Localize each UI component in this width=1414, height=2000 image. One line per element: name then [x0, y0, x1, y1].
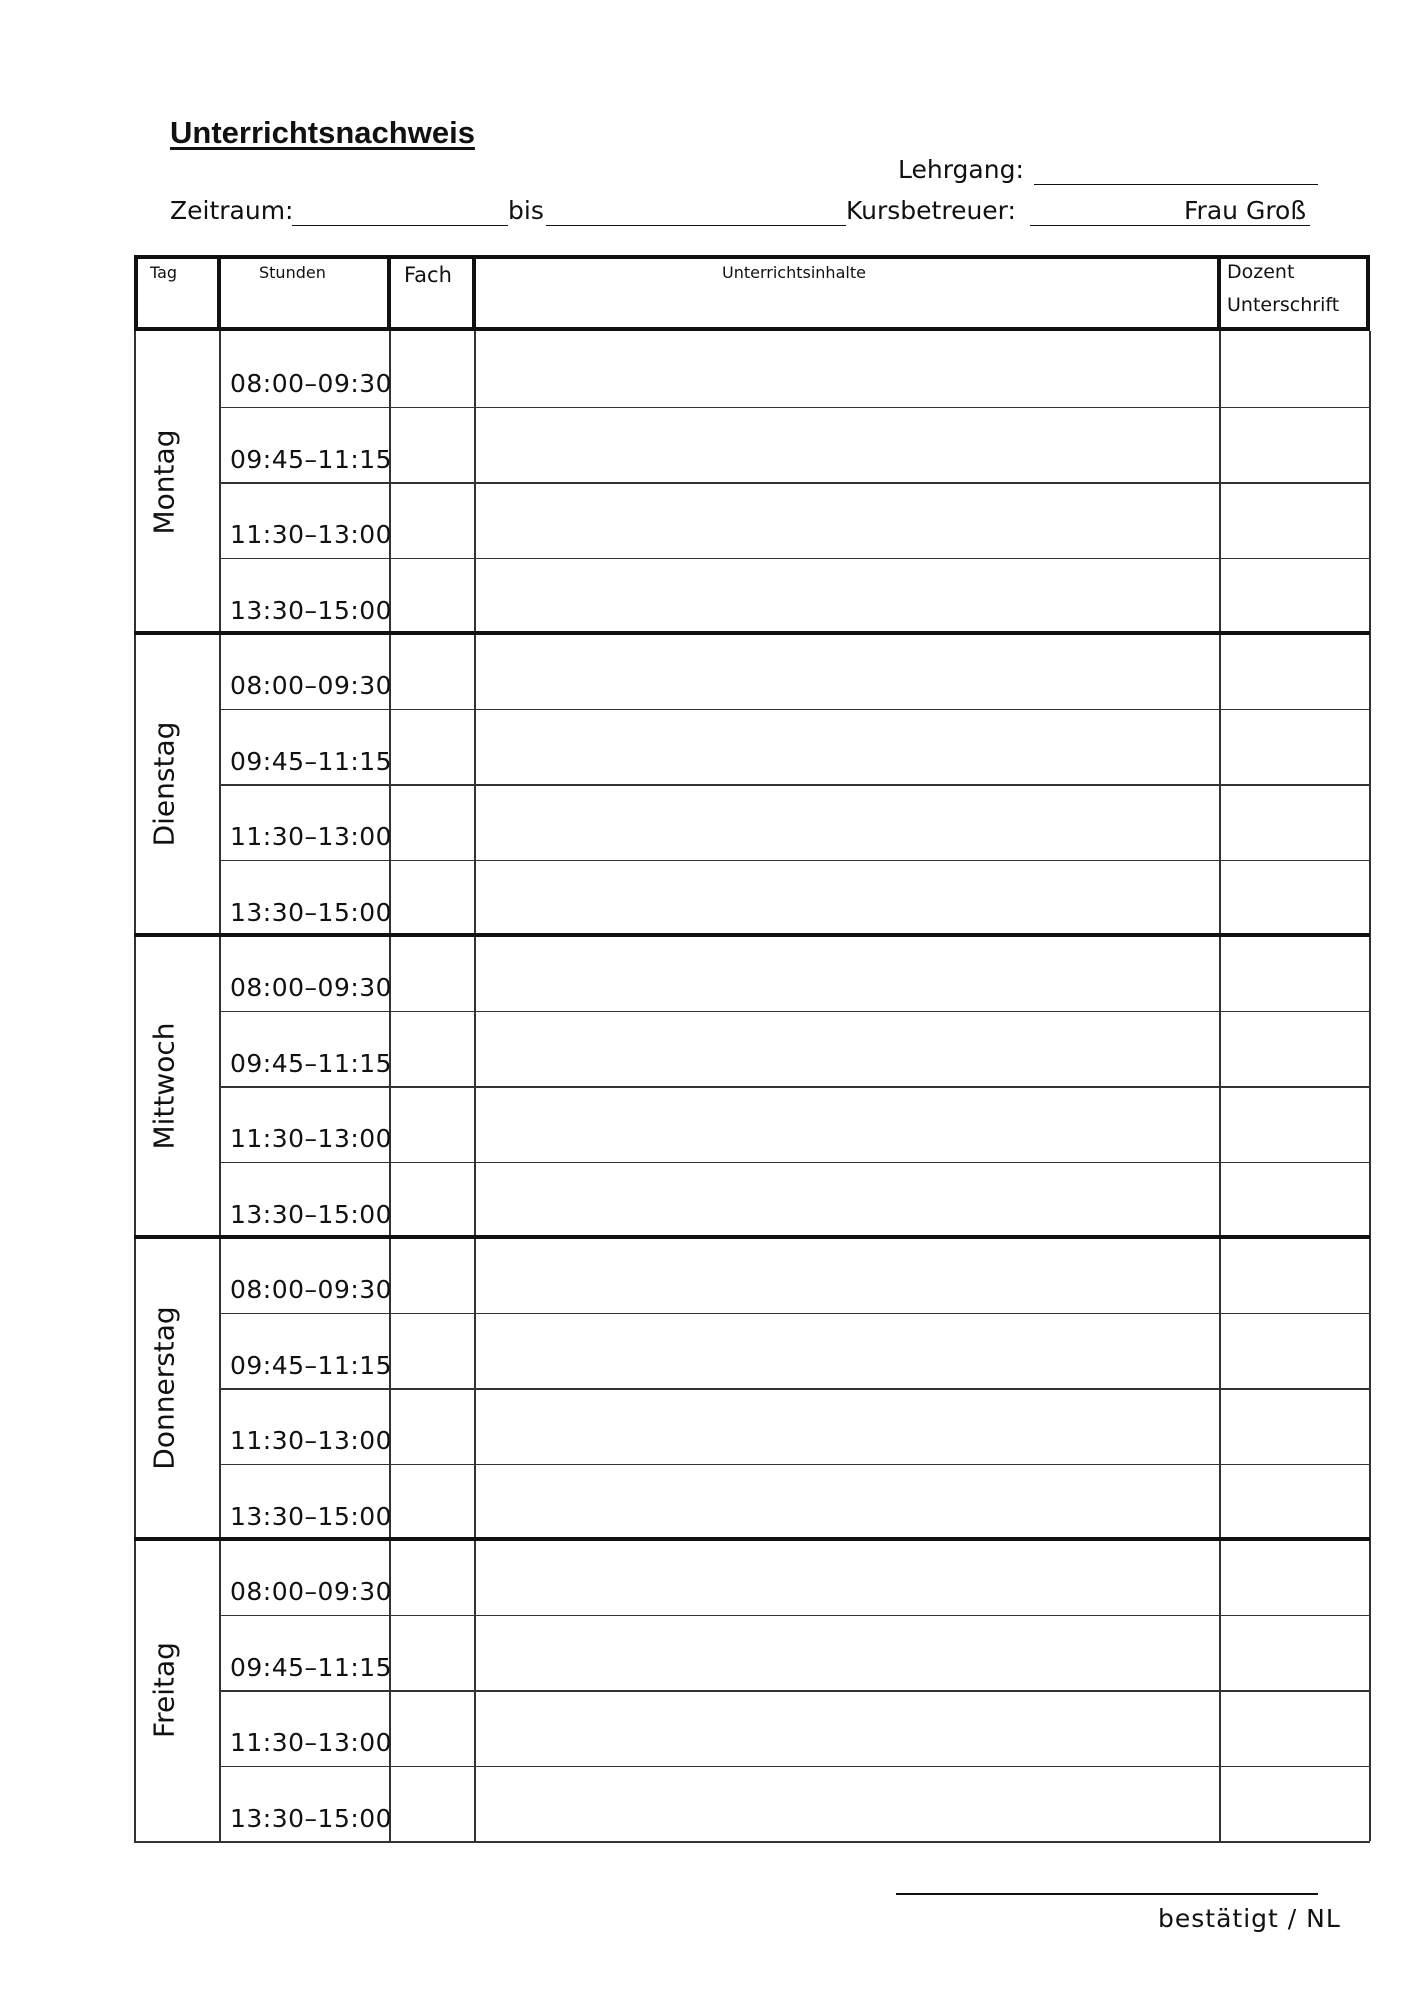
day-label-freitag: Freitag: [147, 1642, 181, 1738]
table-bottom-border: [134, 1841, 1370, 1843]
bis-label: bis: [508, 196, 544, 225]
column-header-tag: Tag: [150, 263, 178, 282]
header-divider: [1217, 255, 1221, 331]
time-slot: 13:30–15:00: [230, 1803, 393, 1833]
time-slot: 11:30–13:00: [230, 822, 393, 851]
row-divider: [219, 1011, 1370, 1013]
time-slot: 13:30–15:00: [230, 1501, 393, 1531]
time-slot: 09:45–11:15: [230, 1350, 393, 1380]
time-slot: 13:30–15:00: [230, 1199, 393, 1229]
time-slot: 11:30–13:00: [230, 1728, 393, 1757]
row-divider: [219, 1766, 1370, 1768]
kursbetreuer-label: Kursbetreuer:: [846, 196, 1016, 225]
column-header-dozent: Dozent: [1227, 261, 1295, 283]
time-slot: 11:30–13:00: [230, 1426, 393, 1455]
row-divider: [219, 407, 1370, 409]
lehrgang-label: Lehrgang:: [898, 155, 1024, 184]
header-divider: [217, 255, 221, 331]
row-divider: [219, 1086, 1370, 1088]
kursbetreuer-field[interactable]: [1030, 225, 1310, 226]
time-slot: 09:45–11:15: [230, 1652, 393, 1682]
time-slot: 08:00–09:30: [230, 1577, 393, 1606]
schedule-table: [134, 255, 1370, 1843]
signature-line[interactable]: [896, 1893, 1318, 1895]
time-slot: 13:30–15:00: [230, 897, 393, 927]
time-slot: 08:00–09:30: [230, 973, 393, 1002]
row-divider: [219, 1464, 1370, 1466]
column-header-stunden: Stunden: [259, 263, 326, 282]
row-divider: [219, 1615, 1370, 1617]
day-label-mittwoch: Mittwoch: [147, 1022, 181, 1150]
time-slot: 08:00–09:30: [230, 369, 393, 398]
column-header-fach: Fach: [404, 263, 452, 287]
day-label-donnerstag: Donnerstag: [147, 1306, 181, 1470]
time-slot: 08:00–09:30: [230, 671, 393, 700]
time-slot: 11:30–13:00: [230, 520, 393, 549]
row-divider: [219, 860, 1370, 862]
time-slot: 09:45–11:15: [230, 1048, 393, 1078]
row-divider: [219, 482, 1370, 484]
row-divider: [219, 558, 1370, 560]
row-divider: [219, 1162, 1370, 1164]
zeitraum-from-field[interactable]: [292, 225, 508, 226]
lehrgang-field[interactable]: [1034, 184, 1318, 185]
row-divider: [219, 1313, 1370, 1315]
kursbetreuer-value: Frau Groß: [1184, 196, 1307, 225]
header-divider: [472, 255, 476, 331]
time-slot: 11:30–13:00: [230, 1124, 393, 1153]
row-divider: [219, 709, 1370, 711]
time-slot: 08:00–09:30: [230, 1275, 393, 1304]
zeitraum-label: Zeitraum:: [170, 196, 294, 225]
day-label-dienstag: Dienstag: [147, 721, 181, 847]
header-divider: [387, 255, 391, 331]
day-label-montag: Montag: [147, 429, 181, 535]
column-header-unterschrift: Unterschrift: [1227, 294, 1340, 316]
time-slot: 09:45–11:15: [230, 444, 393, 474]
column-header-unterrichtsinhalte: Unterrichtsinhalte: [722, 263, 866, 282]
row-divider: [219, 784, 1370, 786]
time-slot: 09:45–11:15: [230, 746, 393, 776]
document-title: Unterrichtsnachweis: [170, 115, 475, 150]
row-divider: [219, 1690, 1370, 1692]
confirmation-label: bestätigt / NL: [1158, 1904, 1341, 1933]
time-slot: 13:30–15:00: [230, 595, 393, 625]
column-divider: [134, 331, 136, 1841]
row-divider: [219, 1388, 1370, 1390]
zeitraum-to-field[interactable]: [546, 225, 846, 226]
